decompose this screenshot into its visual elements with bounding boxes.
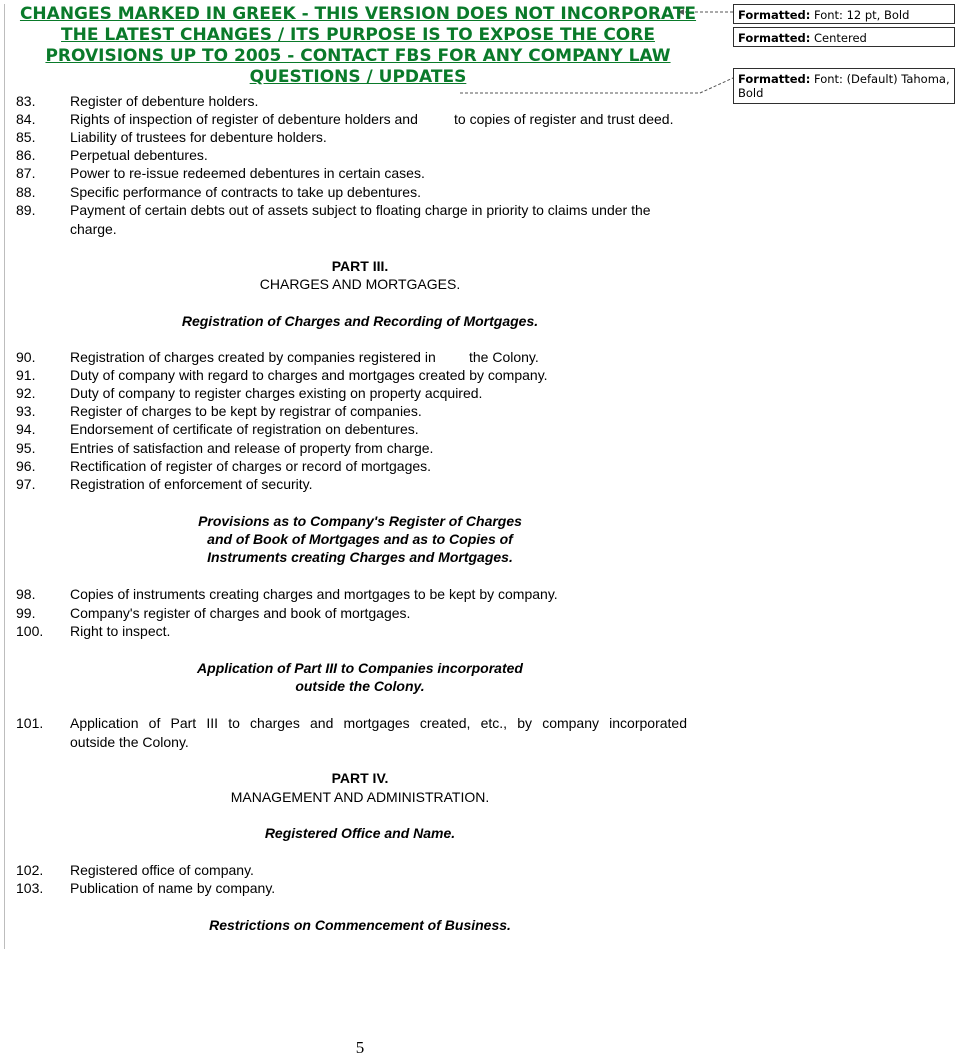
comment-label: Formatted: (738, 8, 811, 22)
item-number: 97. (16, 476, 36, 492)
item-text: Company's register of charges and book of mortgages. (70, 605, 411, 621)
item-text-continued: the Colony. (469, 349, 539, 365)
item-text: Entries of satisfaction and release of property from charge. (70, 440, 434, 456)
item-number: 102. (16, 862, 44, 878)
item-text: Registered office of company. (70, 862, 254, 878)
item-number: 84. (16, 111, 36, 127)
section-heading: Provisions as to Company's Register of Charges (198, 513, 522, 529)
item-number: 91. (16, 367, 36, 383)
section-heading: and of Book of Mortgages and as to Copies of (207, 531, 513, 547)
part-subtitle: MANAGEMENT AND ADMINISTRATION. (230, 789, 490, 805)
item-text: Registration of enforcement of security. (70, 476, 313, 492)
item-text: Duty of company with regard to charges and mortgages created by company. (70, 367, 548, 383)
item-number: 87. (16, 165, 36, 181)
item-text: Rectification of register of charges or record of mortgages. (70, 458, 432, 474)
item-number: 89. (16, 202, 36, 218)
item-text: Perpetual debentures. (70, 147, 208, 163)
item-number: 88. (16, 184, 36, 200)
item-text: Registration of charges created by companies registered in (70, 349, 436, 365)
item-number: 95. (16, 440, 36, 456)
section-heading: Restrictions on Commencement of Business. (209, 917, 511, 933)
item-number: 96. (16, 458, 36, 474)
format-comment-centered[interactable] (733, 27, 955, 47)
section-heading: Application of Part III to Companies incorporated (197, 660, 523, 676)
comment-value: Font: (Default) Tahoma, Bold (738, 72, 950, 100)
item-text: Application of Part III to charges and mortgages created, etc., by company incorporated (70, 715, 687, 731)
format-comment-tahoma[interactable] (733, 68, 955, 104)
comment-label: Formatted: (738, 31, 811, 45)
item-number: 101. (16, 715, 44, 731)
comment-label: Formatted: (738, 72, 811, 86)
comment-value: Centered (814, 31, 867, 45)
item-text: charge. (70, 221, 117, 237)
part-title: PART III. (331, 258, 389, 274)
format-comment-font-12[interactable] (733, 4, 955, 24)
item-text: Register of charges to be kept by registrar of companies. (70, 403, 422, 419)
item-text-continued: to copies of register and trust deed. (454, 111, 674, 127)
left-margin-rule (4, 4, 5, 949)
section-heading: outside the Colony. (295, 678, 425, 694)
item-number: 103. (16, 880, 44, 896)
item-text: Rights of inspection of register of debenture holders and (70, 111, 418, 127)
item-text: Duty of company to register charges existing on property acquired. (70, 385, 483, 401)
version-banner (18, 4, 698, 88)
item-text: Right to inspect. (70, 623, 171, 639)
banner-line: PROVISIONS UP TO 2005 - CONTACT FBS FOR ANY COMPANY LAW (45, 46, 671, 66)
item-text: Publication of name by company. (70, 880, 276, 896)
item-number: 99. (16, 605, 36, 621)
item-number: 92. (16, 385, 36, 401)
item-text: Copies of instruments creating charges and mortgages to be kept by company. (70, 586, 558, 602)
page-number: 5 (355, 1038, 365, 1057)
banner-line: CHANGES MARKED IN GREEK - THIS VERSION DOES NOT INCORPORATE (19, 4, 697, 24)
item-text: Register of debenture holders. (70, 93, 259, 109)
banner-line: QUESTIONS / UPDATES (249, 67, 467, 87)
item-text: Specific performance of contracts to take up debentures. (70, 184, 421, 200)
part-title: PART IV. (331, 770, 389, 786)
item-text: outside the Colony. (70, 734, 189, 750)
item-number: 85. (16, 129, 36, 145)
section-heading: Registration of Charges and Recording of Mortgages. (181, 313, 539, 329)
item-text: Endorsement of certificate of registration on debentures. (70, 421, 419, 437)
item-text: Power to re-issue redeemed debentures in certain cases. (70, 165, 425, 181)
item-number: 94. (16, 421, 36, 437)
section-heading: Registered Office and Name. (264, 825, 456, 841)
item-text: Liability of trustees for debenture holders. (70, 129, 327, 145)
section-heading: Instruments creating Charges and Mortgages. (207, 549, 513, 565)
comment-value: Font: 12 pt, Bold (814, 8, 910, 22)
item-number: 90. (16, 349, 36, 365)
item-number: 83. (16, 93, 36, 109)
item-number: 100. (16, 623, 44, 639)
item-number: 93. (16, 403, 36, 419)
banner-line: THE LATEST CHANGES / ITS PURPOSE IS TO EXPOSE THE CORE (61, 25, 655, 45)
item-number: 86. (16, 147, 36, 163)
item-number: 98. (16, 586, 36, 602)
part-subtitle: CHARGES AND MORTGAGES. (259, 276, 461, 292)
item-text: Payment of certain debts out of assets subject to floating charge in priority to claims under the (70, 202, 651, 218)
